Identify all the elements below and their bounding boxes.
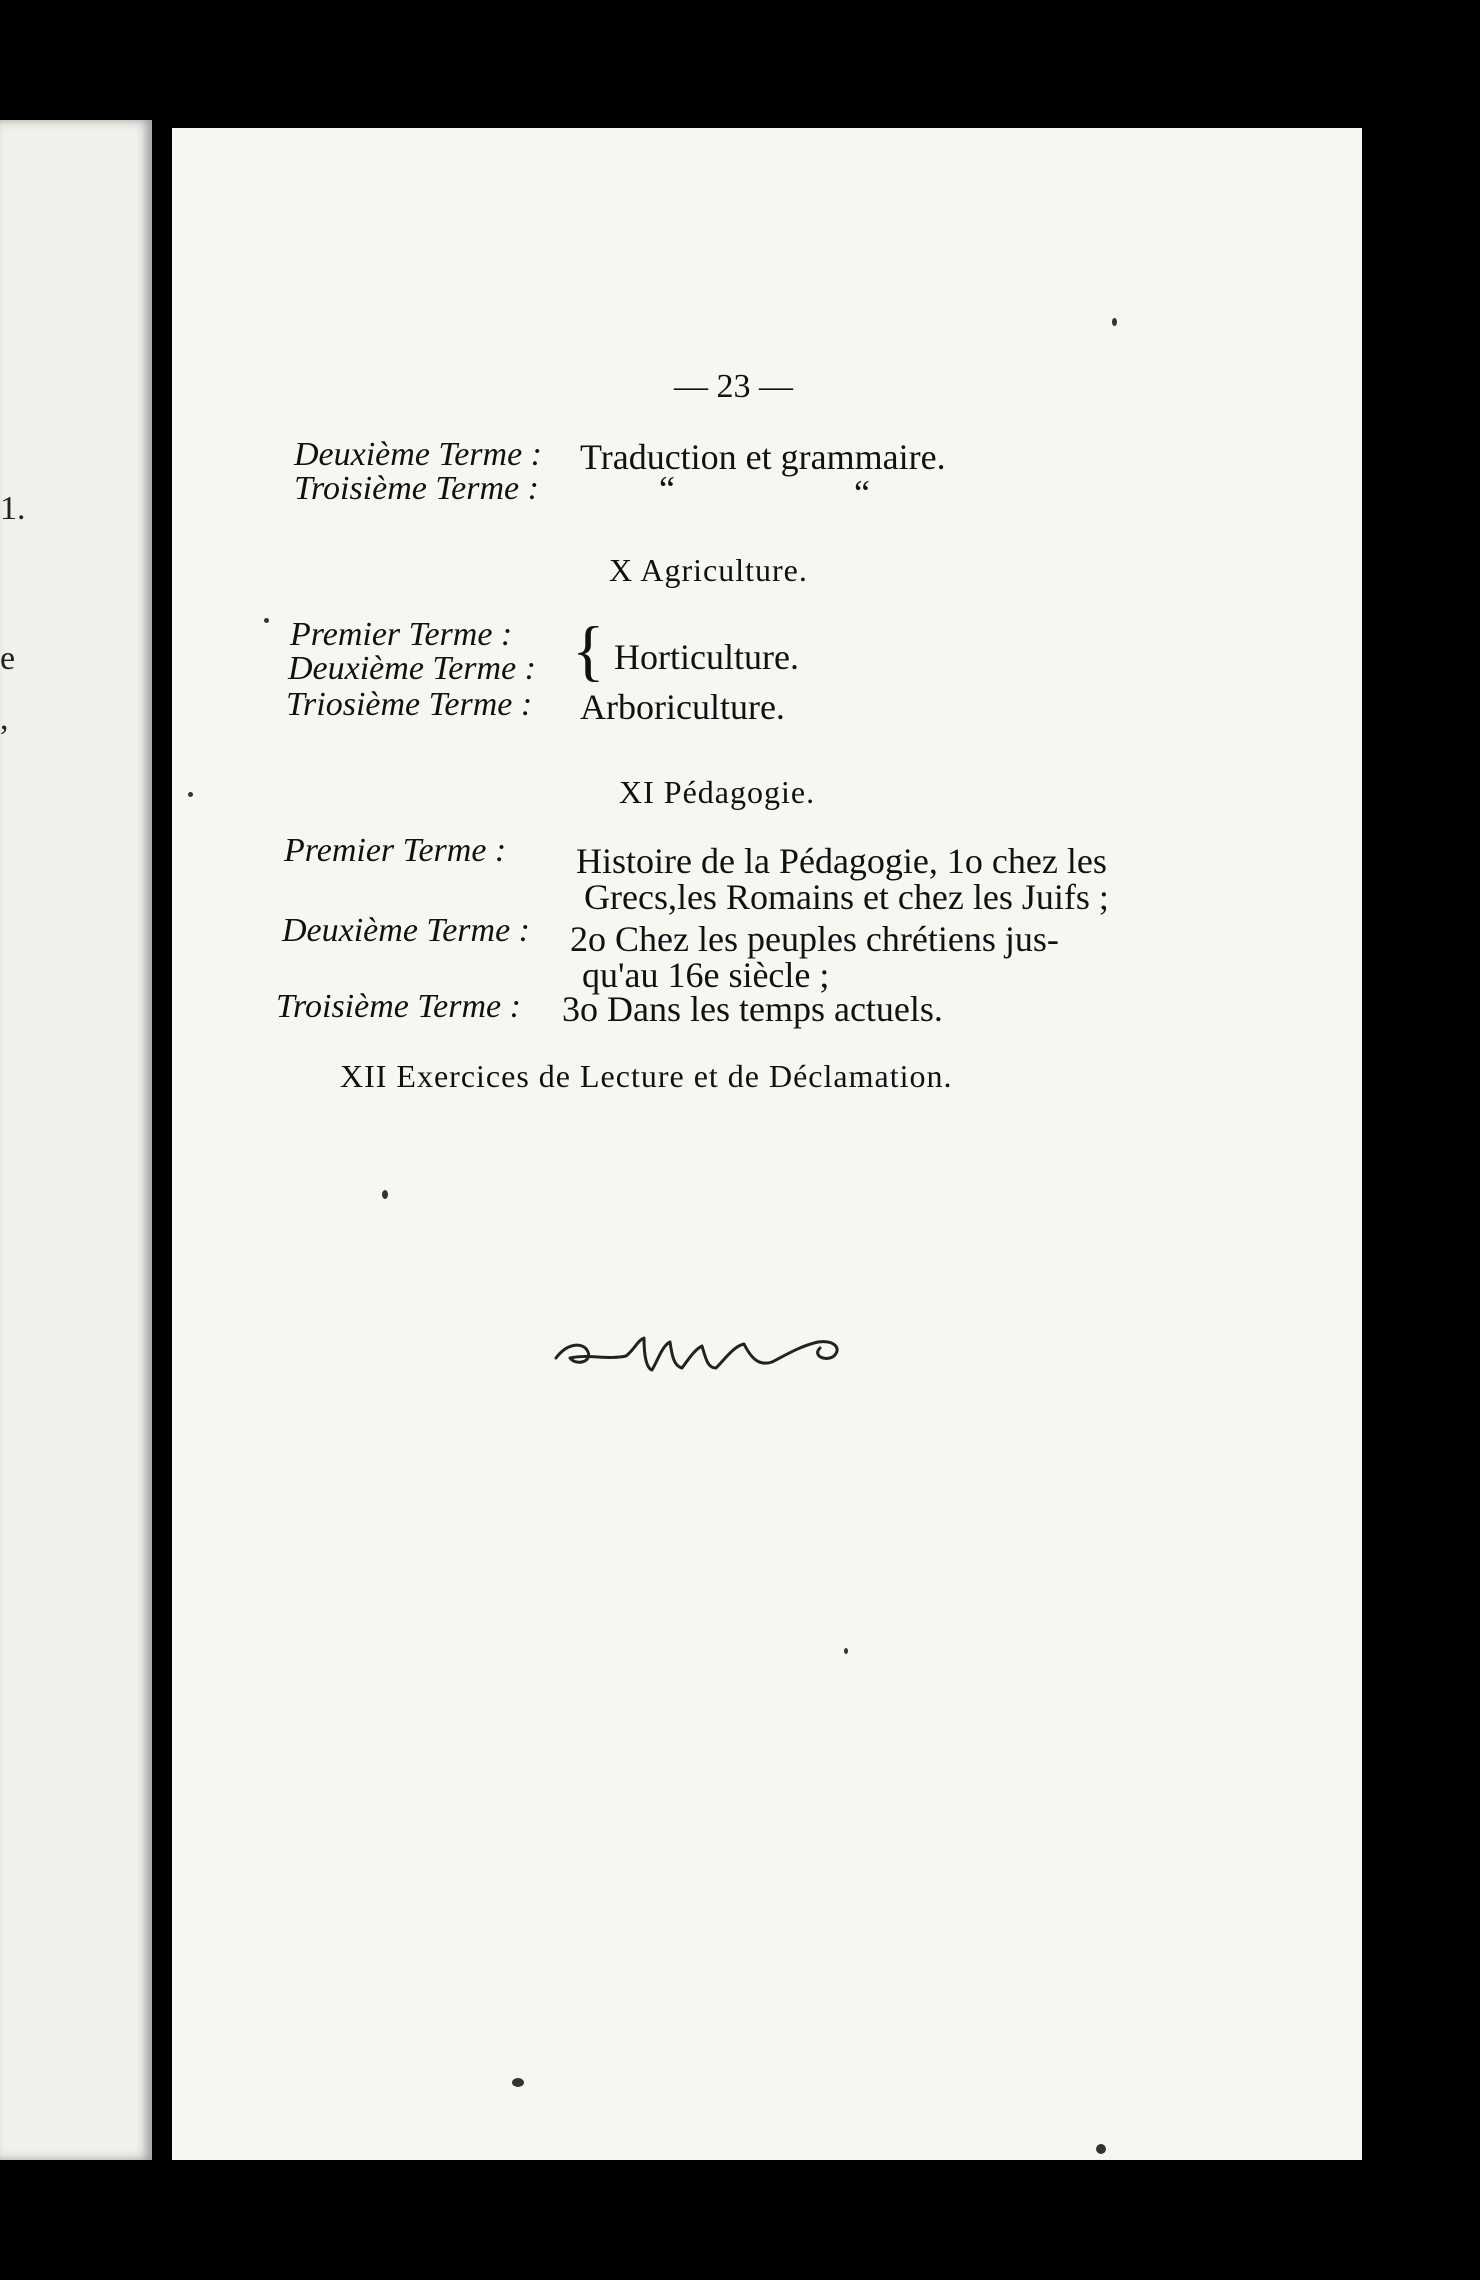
- term-label: Triosième Terme :: [286, 686, 533, 723]
- book-page: [172, 128, 1362, 2160]
- section-heading: XII Exercices de Lecture et de Déclamation.: [340, 1058, 953, 1094]
- term-text: 3o Dans les temps actuels.: [562, 989, 943, 1029]
- scan-speck: [1096, 2144, 1106, 2154]
- term-text: Histoire de la Pédagogie, 1o chez les: [576, 841, 1107, 881]
- scan-speck: [188, 792, 193, 797]
- section-heading: XI Pédagogie.: [619, 774, 816, 810]
- term-label: Premier Terme :: [290, 616, 513, 653]
- scan-speck: [264, 618, 269, 623]
- facing-page-fragment: ,: [0, 700, 9, 737]
- scan-speck: [382, 1190, 388, 1199]
- term-label: Deuxième Terme :: [282, 912, 530, 949]
- scan-speck: [844, 1648, 848, 1654]
- facing-page-fragment: 1.: [0, 490, 26, 527]
- term-text: Arboriculture.: [580, 687, 785, 727]
- page-number: — 23 —: [674, 368, 793, 405]
- term-text: Traduction et grammaire.: [580, 437, 946, 477]
- term-text: Horticulture.: [614, 637, 799, 677]
- term-label: Troisième Terme :: [294, 470, 539, 507]
- ditto-mark: “: [659, 469, 675, 509]
- curly-brace: {: [572, 612, 605, 688]
- term-label: Troisième Terme :: [276, 988, 521, 1025]
- section-heading: X Agriculture.: [609, 552, 808, 588]
- term-text: qu'au 16e siècle ;: [582, 955, 830, 995]
- ornament-flourish-icon: [548, 1320, 848, 1390]
- term-label: Deuxième Terme :: [294, 436, 542, 473]
- ditto-mark: “: [854, 473, 870, 513]
- term-text: Grecs,les Romains et chez les Juifs ;: [584, 877, 1109, 917]
- scan-speck: [1112, 318, 1117, 326]
- term-text: 2o Chez les peuples chrétiens jus-: [570, 919, 1059, 959]
- term-label: Deuxième Terme :: [288, 650, 536, 687]
- scan-speck: [512, 2078, 524, 2087]
- term-label: Premier Terme :: [284, 832, 507, 869]
- facing-page: [0, 120, 152, 2160]
- facing-page-fragment: e: [0, 640, 16, 677]
